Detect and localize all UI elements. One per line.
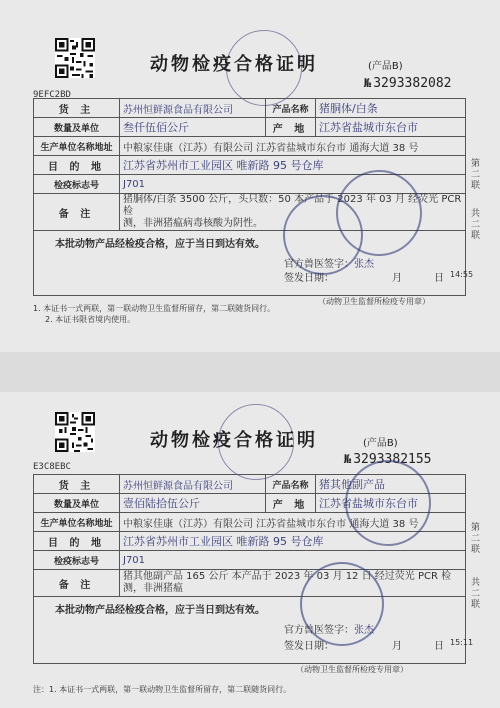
official-signature: 官方兽医签字：张杰 [284,625,374,636]
certificate-title: 动物检疫合格证明 [150,430,318,451]
footnote-1: 1. 本证书一式两联，第一联动物卫生监督所留存，第二联随货同行。 [33,304,276,313]
destination-value: 江苏省苏州市工业园区 唯新路 95 号仓库 [120,532,466,551]
destination-label: 目 的 地 [34,532,120,551]
producer-value: 中粮家佳康（江苏）有限公司 江苏省盐城市东台市 通海大道 38 号 [120,137,466,156]
producer-label: 生产单位名称地址 [34,513,120,532]
certificate-number: № 3293382082 [364,76,452,91]
issuer-note: （动物卫生监督所检疫专用章） [318,297,430,306]
total-copies-label: 共二联 [469,208,479,241]
producer-value: 中粮家佳康（江苏）有限公司 江苏省盐城市东台市 通海大道 38 号 [120,513,466,532]
serial-code: 9EFC2BD [33,90,71,100]
quantity-label: 数量及单位 [34,494,120,513]
quantity-value: 叁仟伍佰公斤 [120,118,266,137]
producer-label: 生产单位名称地址 [34,137,120,156]
quantity-label: 数量及单位 [34,118,120,137]
origin-value: 江苏省盐城市东台市 [316,494,466,513]
product-value: 猪其他副产品 [316,475,466,494]
mark-value: J701 [120,175,466,194]
qr-code-icon [55,38,95,78]
destination-value: 江苏省苏州市工业园区 唯新路 95 号仓库 [120,156,466,175]
destination-label: 目 的 地 [34,156,120,175]
certificate-2 [0,392,500,708]
issue-date: 签发日期： 月 日 14:55 [284,270,474,284]
origin-label: 产 地 [266,494,316,513]
origin-label: 产 地 [266,118,316,137]
qr-code-icon [55,412,95,452]
owner-value: 苏州恒鲜源食品有限公司 [120,475,266,494]
note-value [120,570,466,597]
certificate-number: № 3293382155 [344,452,432,467]
product-label: 产品名称 [266,99,316,118]
note-label: 备 注 [34,570,120,597]
origin-value: 江苏省盐城市东台市 [316,118,466,137]
note-line-1: 猪胴体/白条 3500 公斤，头只数：50 本产品于 2023 年 03 月 经荧光 PCR 检 [123,194,462,217]
product-label: 产品名称 [266,475,316,494]
product-type: (产品B) [368,61,403,72]
declaration-cell [34,597,474,664]
mark-label: 检疫标志号 [34,551,120,570]
owner-label: 货 主 [34,475,120,494]
footnote-2: 2. 本证书限省境内使用。 [45,315,136,324]
product-type: (产品B) [363,438,398,449]
serial-code: E3C8EBC [33,462,71,472]
footnotes [33,684,291,695]
inspection-stamp-left [300,562,384,646]
mark-label: 检疫标志号 [34,175,120,194]
footnotes [33,303,275,325]
certificate-1 [0,0,500,350]
note-line-2: 测，非洲猪瘟病毒核酸为阴性。 [123,218,263,229]
total-copies-label: 共二联 [469,577,479,610]
footnote-1: 注：1. 本证书一式两联，第一联动物卫生监督所留存，第二联随货同行。 [33,685,292,694]
inspection-stamp-right [345,460,431,546]
declaration-text: 本批动物产品经检疫合格，应于当日到达有效。 [55,239,265,250]
note-line-1: 猪其他副产品 165 公斤 本产品于 2023 年 03 月 12 日 经过荧光 PCR 检测，非洲猪瘟 [123,571,452,594]
issuer-note: （动物卫生监督所检疫专用章） [296,665,408,674]
product-value: 猪胴体/白条 [316,99,466,118]
copy-label: 第二联 [469,158,479,191]
certificate-title: 动物检疫合格证明 [150,54,318,75]
declaration-text: 本批动物产品经检疫合格，应于当日到达有效。 [55,605,265,616]
mark-value: J701 [120,551,466,570]
copy-label: 第二联 [469,522,479,555]
owner-label: 货 主 [34,99,120,118]
note-label: 备 注 [34,194,120,231]
official-signature: 官方兽医签字：张杰 [284,259,374,270]
page-separator [0,352,500,392]
issue-date: 签发日期： 月 日 15:11 [284,638,474,652]
quantity-value: 壹佰陆拾伍公斤 [120,494,266,513]
owner-value: 苏州恒鲜源食品有限公司 [120,99,266,118]
inspection-stamp-right [336,170,422,256]
